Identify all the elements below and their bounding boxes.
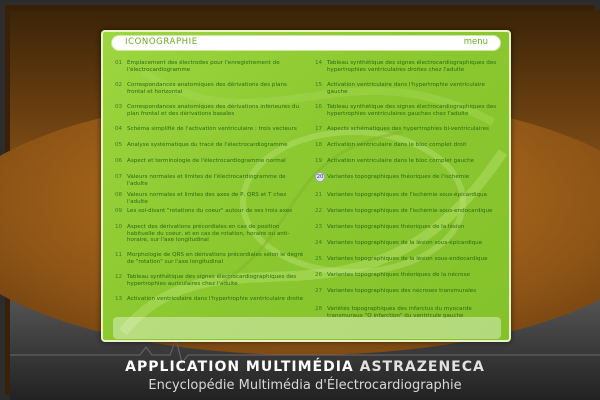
- item-number: 01: [115, 60, 123, 66]
- item-number: 16: [315, 104, 323, 110]
- list-item-12[interactable]: [115, 274, 305, 287]
- item-number: 06: [115, 158, 123, 164]
- item-number: 05: [115, 142, 123, 148]
- item-label: Emplacement des électrodes pour l'enregistrement de l'électrocardiogramme: [127, 60, 280, 73]
- list-item-16[interactable]: [315, 104, 505, 117]
- footer-brand: ASTRAZENECA: [359, 359, 485, 375]
- panel-header-bar: [111, 35, 501, 51]
- footer-title-prefix: APPLICATION MULTIMÉDIA: [125, 359, 354, 375]
- item-number: 07: [115, 174, 123, 180]
- item-label: Variantes topographiques de la lésion sous-épicardique: [327, 240, 483, 246]
- item-number: 13: [115, 296, 123, 302]
- item-label: Variantes topographiques de la lésion sous-endocardique: [327, 256, 488, 262]
- item-number: 08: [115, 192, 123, 198]
- item-number: 25: [315, 256, 323, 262]
- list-item-22[interactable]: [315, 208, 505, 215]
- item-label: Variantes topographiques de l'ischémie sous-endocardique: [327, 208, 493, 214]
- list-item-19[interactable]: [315, 158, 505, 165]
- item-label: Tableau synthétique des signes électrocardiographiques des hypertrophies ventriculaires gauches chez l'adulte: [327, 104, 497, 117]
- item-label: Variantes topographiques théoriques de la nécrose: [327, 272, 470, 278]
- list-item-17[interactable]: [315, 126, 505, 133]
- item-number: 19: [315, 158, 323, 164]
- item-number: 18: [315, 142, 323, 148]
- item-number: 14: [315, 60, 323, 66]
- item-label: Analyse systématique du tracé de l'électrocardiogramme: [127, 142, 288, 148]
- list-item-23[interactable]: [315, 224, 505, 231]
- item-number: 04: [115, 126, 123, 132]
- menu-button[interactable]: menu: [463, 37, 488, 47]
- item-number: 15: [315, 82, 323, 88]
- item-number: 09: [115, 208, 123, 214]
- list-item-27[interactable]: [315, 288, 505, 295]
- list-item-06[interactable]: [115, 158, 305, 165]
- list-item-07[interactable]: [115, 174, 305, 187]
- list-item-05[interactable]: [115, 142, 305, 149]
- item-label: Variantes topographiques de l'ischémie sous-épicardique: [327, 192, 488, 198]
- list-item-15[interactable]: [315, 82, 505, 95]
- description-box: [113, 317, 501, 339]
- item-label: Activation ventriculaire dans l'hypertrophie ventriculaire gauche: [327, 82, 485, 95]
- item-label: Activation ventriculaire dans le bloc complet droit: [327, 142, 467, 148]
- item-label: Variantes topographiques théoriques de la lésion: [327, 224, 465, 230]
- panel-title: ICONOGRAPHIE: [125, 37, 198, 47]
- list-item-21[interactable]: [315, 192, 505, 199]
- list-item-20[interactable]: [315, 174, 505, 182]
- list-item-02[interactable]: [115, 82, 305, 95]
- item-number: 24: [315, 240, 323, 246]
- item-label: Schéma simplifié de l'activation ventriculaire : trois vecteurs: [127, 126, 297, 132]
- item-label: Valeurs normales et limites de l'électrocardiogramme de l'adulte: [127, 174, 286, 187]
- item-label: Activation ventriculaire dans le bloc complet gauche: [327, 158, 475, 164]
- footer-title: [5, 359, 600, 375]
- list-item-18[interactable]: [315, 142, 505, 149]
- list-item-10[interactable]: [115, 224, 305, 244]
- list-item-26[interactable]: [315, 272, 505, 279]
- item-number: 17: [315, 126, 323, 132]
- item-label: Aspect des dérivations précordiales en cas de position habituelle du coeur, et en cas de rotation, horaire ou anti-horaire, sur l'axe longitudinal: [127, 224, 290, 244]
- item-label: Correspondances anatomiques des dérivations inférieures du plan frontal et des dérivations basales: [127, 104, 299, 117]
- list-item-25[interactable]: [315, 256, 505, 263]
- item-number: 20: [316, 174, 324, 180]
- list-item-01[interactable]: [115, 60, 305, 73]
- item-number: 02: [115, 82, 123, 88]
- list-item-11[interactable]: [115, 252, 305, 265]
- item-number: 21: [315, 192, 323, 198]
- item-number: 26: [315, 272, 323, 278]
- item-label: Les soi-disant "rotations du coeur" autour de ses trois axes: [127, 208, 293, 214]
- item-number: 10: [115, 224, 123, 230]
- item-label: Aspects schématiques des hypertrophies bi-ventriculaires: [327, 126, 489, 132]
- item-number: 28: [315, 306, 323, 312]
- list-item-13[interactable]: [115, 296, 305, 303]
- item-label: Aspect et terminologie de l'électrocardiogramme normal: [127, 158, 286, 164]
- item-number: 27: [315, 288, 323, 294]
- item-label: Valeurs normales et limites des axes de P, QRS et T chez l'adulte: [127, 192, 287, 205]
- item-label: Variétés topographiques des infarctus du myocarde transmuraux "Q infarction" du ventricule gauche: [327, 306, 472, 319]
- item-label: Morphologie de QRS en dérivations précordiales selon le degré de "rotation" sur l'axe longitudinal: [127, 252, 304, 265]
- item-number: 11: [115, 252, 123, 258]
- item-number: 22: [315, 208, 323, 214]
- list-item-09[interactable]: [115, 208, 305, 215]
- item-number: 03: [115, 104, 123, 110]
- footer-subtitle: Encyclopédie Multimédia d'Électrocardiographie: [148, 378, 462, 393]
- list-item-14[interactable]: [315, 60, 505, 73]
- iconography-panel: [101, 30, 511, 342]
- list-item-03[interactable]: [115, 104, 305, 117]
- list-item-08[interactable]: [115, 192, 305, 205]
- item-label: Variantes topographiques théoriques de l'ischémie: [327, 174, 470, 180]
- list-item-24[interactable]: [315, 240, 505, 247]
- item-number: 12: [115, 274, 123, 280]
- list-item-04[interactable]: [115, 126, 305, 133]
- item-number: 23: [315, 224, 323, 230]
- item-label: Variantes topographiques des nécroses transmurales: [327, 288, 477, 294]
- item-label: Tableau synthétique des signes électrocardiographiques des hypertrophies auriculaires chez l'adulte: [127, 274, 297, 287]
- item-label: Correspondances anatomiques des dérivations des plans frontal et horizontal: [127, 82, 287, 95]
- item-label: Tableau synthétique des signes électrocardiographiques des hypertrophies ventriculaires droites chez l'adulte: [327, 60, 497, 73]
- item-label: Activation ventriculaire dans l'hypertrophie ventriculaire droite: [127, 296, 304, 302]
